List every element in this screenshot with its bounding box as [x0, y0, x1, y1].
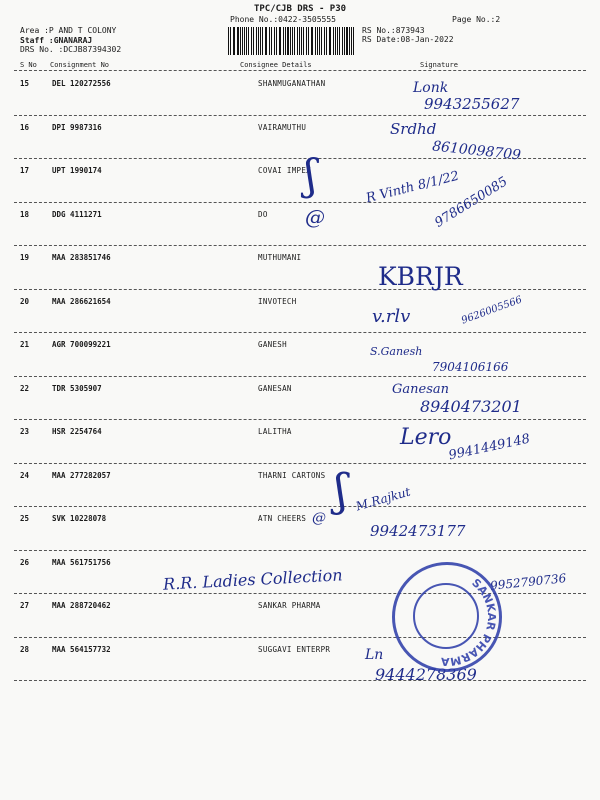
barcode-bar — [294, 27, 295, 55]
col-sno: S No — [20, 61, 37, 69]
barcode-bar — [230, 27, 231, 55]
row-divider — [14, 463, 586, 464]
row-serial-number: 27 — [20, 601, 30, 610]
row-divider — [14, 202, 586, 203]
row-divider — [14, 245, 586, 246]
barcode-bar — [283, 27, 284, 55]
barcode-bar — [265, 27, 266, 55]
row-consignment-number: TDR 5305907 — [52, 383, 102, 393]
row-serial-number: 18 — [20, 209, 30, 219]
row-divider — [14, 637, 586, 638]
barcode-bar — [256, 27, 257, 55]
barcode-bar — [271, 27, 273, 55]
barcode-bar — [244, 27, 245, 55]
row-consignee-name: THARNI CARTONS — [258, 470, 326, 480]
signature-scrawl: @ — [305, 205, 325, 229]
col-consignment: Consignment No — [50, 61, 110, 69]
signature-scrawl: ʃ — [305, 150, 317, 199]
barcode-bar — [333, 27, 334, 55]
barcode-bar — [274, 27, 275, 55]
row-divider — [14, 332, 586, 333]
signature-scrawl: Lonk — [413, 80, 449, 96]
barcode-bar — [301, 27, 302, 55]
barcode-bar — [292, 27, 293, 55]
barcode-bar — [319, 27, 320, 55]
barcode-bar — [353, 27, 354, 55]
row-consignee-name: INVOTECH — [258, 296, 297, 306]
barcode-bar — [297, 27, 298, 55]
barcode-bar — [346, 27, 348, 55]
row-consignee-name: MUTHUMANI — [258, 253, 302, 262]
barcode-bar — [285, 27, 286, 55]
handwritten-phone: 7904106166 — [432, 360, 509, 374]
row-divider — [14, 376, 586, 377]
handwritten-phone: 9444278369 — [375, 665, 477, 684]
barcode-bar — [306, 27, 307, 55]
barcode-bar — [342, 27, 343, 55]
signature-scrawl: Lero — [400, 425, 452, 450]
row-divider — [14, 115, 586, 116]
area-value: P AND T COLONY — [48, 26, 117, 35]
handwritten-phone: 8610098709 — [431, 138, 522, 164]
row-divider — [14, 593, 586, 594]
row-consignee-name: DO — [258, 209, 268, 219]
row-divider — [14, 289, 586, 290]
signature-scrawl: Srdhd — [390, 120, 437, 138]
signature-scrawl: Ln — [365, 647, 384, 663]
handwritten-name: KBRJR — [378, 262, 463, 291]
barcode-bar — [308, 27, 309, 55]
barcode-bar — [287, 27, 289, 55]
phone-number: Phone No.:0422-3505555 — [230, 15, 336, 24]
row-consignee-name: VAIRAMUTHU — [258, 122, 307, 132]
barcode-bar — [266, 27, 267, 55]
row-serial-number: 23 — [20, 427, 30, 436]
sheet-title: TPC/CJB DRS - P30 — [253, 4, 347, 14]
row-consignment-number: AGR 700099221 — [52, 340, 111, 349]
row-consignment-number: MAA 286621654 — [52, 296, 111, 306]
barcode — [228, 27, 356, 55]
barcode-bar — [324, 27, 326, 55]
row-consignee-name: COVAI IMPEX — [258, 166, 311, 175]
barcode-bar — [303, 27, 305, 55]
barcode-bar — [233, 27, 234, 55]
row-divider — [14, 506, 586, 507]
row-consignee-name: LALITHA — [258, 427, 292, 436]
stamp-text: SANKAR PHARMA — [440, 576, 499, 669]
stamp-inner-ring — [413, 583, 479, 649]
company-stamp — [392, 562, 502, 672]
handwritten-phone: 9943255627 — [424, 95, 520, 113]
divider — [14, 70, 586, 71]
barcode-bar — [311, 27, 312, 55]
barcode-bar — [349, 27, 350, 55]
barcode-bar — [290, 27, 291, 55]
barcode-bar — [228, 27, 229, 55]
barcode-bar — [337, 27, 338, 55]
drs-value: DCJB87394302 — [63, 45, 122, 54]
row-serial-number: 16 — [20, 122, 30, 132]
barcode-bar — [335, 27, 336, 55]
barcode-bar — [258, 27, 259, 55]
barcode-bar — [251, 27, 252, 55]
row-serial-number: 28 — [20, 644, 30, 654]
page-number: Page No.:2 — [452, 15, 501, 24]
barcode-bar — [262, 27, 263, 55]
handwritten-phone: 9941449148 — [447, 431, 532, 464]
handwritten-phone: 9942473177 — [370, 522, 466, 540]
row-consignment-number: SVK 10228078 — [52, 514, 107, 523]
row-serial-number: 25 — [20, 514, 30, 523]
signature-scrawl: @ — [312, 510, 326, 526]
staff-value: GNANARAJ — [53, 35, 93, 45]
header-left — [20, 26, 121, 55]
barcode-bar — [260, 27, 261, 55]
staff-line: Staff :GNANARAJ — [20, 35, 93, 45]
signature-scrawl: v.rlv — [372, 306, 411, 327]
barcode-bar — [234, 27, 235, 55]
barcode-bar — [339, 27, 340, 55]
barcode-bar — [326, 27, 327, 55]
handwritten-phone: 8940473201 — [420, 397, 522, 416]
col-signature: Signature — [420, 61, 458, 69]
signature-scrawl: M.Rajkut — [354, 484, 412, 514]
handwritten-phone: 9626005566 — [460, 294, 524, 327]
barcode-bar — [237, 27, 239, 55]
handwritten-name: S.Ganesh — [370, 345, 423, 358]
barcode-bar — [248, 27, 249, 55]
row-consignment-number: MAA 561751756 — [52, 557, 111, 567]
row-consignment-number: MAA 283851746 — [52, 253, 111, 262]
rs-date: RS Date:08-Jan-2022 — [362, 35, 454, 44]
row-consignment-number: MAA 288720462 — [52, 601, 111, 610]
barcode-bar — [246, 27, 247, 55]
barcode-bar — [330, 27, 331, 55]
row-consignee-name: GANESH — [258, 340, 287, 349]
barcode-bar — [269, 27, 270, 55]
row-consignment-number: UPT 1990174 — [52, 166, 102, 175]
handwritten-phone: 9786650085 — [432, 174, 511, 231]
row-serial-number: 26 — [20, 557, 30, 567]
barcode-bar — [279, 27, 280, 55]
barcode-bar — [317, 27, 318, 55]
row-consignee-name: SHANMUGANATHAN — [258, 79, 326, 88]
row-serial-number: 17 — [20, 166, 30, 175]
row-serial-number: 19 — [20, 253, 30, 262]
signature-scrawl: Ganesan — [392, 382, 449, 397]
barcode-bar — [242, 27, 243, 55]
barcode-bar — [299, 27, 300, 55]
barcode-bar — [240, 27, 241, 55]
row-serial-number: 24 — [20, 470, 30, 480]
row-consignee-name: GANESAN — [258, 383, 292, 393]
barcode-bar — [312, 27, 313, 55]
barcode-bar — [276, 27, 277, 55]
barcode-bar — [351, 27, 352, 55]
row-divider — [14, 419, 586, 420]
row-consignment-number: DDG 4111271 — [52, 209, 102, 219]
header-right — [362, 26, 454, 44]
row-consignment-number: MAA 564157732 — [52, 644, 111, 654]
barcode-bar — [253, 27, 255, 55]
barcode-bar — [344, 27, 345, 55]
row-divider — [14, 680, 586, 681]
row-consignment-number: MAA 277282057 — [52, 470, 111, 480]
barcode-bar — [321, 27, 322, 55]
area-line: Area :P AND T COLONY — [20, 26, 117, 35]
barcode-bar — [280, 27, 281, 55]
row-consignment-number: DEL 120272556 — [52, 79, 111, 88]
row-serial-number: 22 — [20, 383, 30, 393]
row-consignee-name: SANKAR PHARMA — [258, 601, 321, 610]
signature-scrawl: R Vinth 8/1/22 — [364, 168, 461, 207]
barcode-bar — [329, 27, 330, 55]
barcode-bar — [315, 27, 316, 55]
row-consignment-number: HSR 2254764 — [52, 427, 102, 436]
handwritten-name: R.R. Ladies Collection — [162, 565, 344, 594]
handwritten-phone: 9952790736 — [489, 571, 567, 593]
row-serial-number: 21 — [20, 340, 30, 349]
signature-scrawl: ʃ — [335, 465, 347, 516]
row-consignee-name: SUGGAVI ENTERPR — [258, 644, 331, 654]
row-consignment-number: DPI 9987316 — [52, 122, 102, 132]
rs-number: RS No.:873943 — [362, 26, 425, 35]
row-consignee-name: ATN CHEERS — [258, 514, 307, 523]
col-consignee: Consignee Details — [240, 61, 312, 69]
drs-line: DRS No. :DCJB87394302 — [20, 45, 122, 54]
row-divider — [14, 550, 586, 551]
row-serial-number: 15 — [20, 79, 30, 88]
row-serial-number: 20 — [20, 296, 30, 306]
